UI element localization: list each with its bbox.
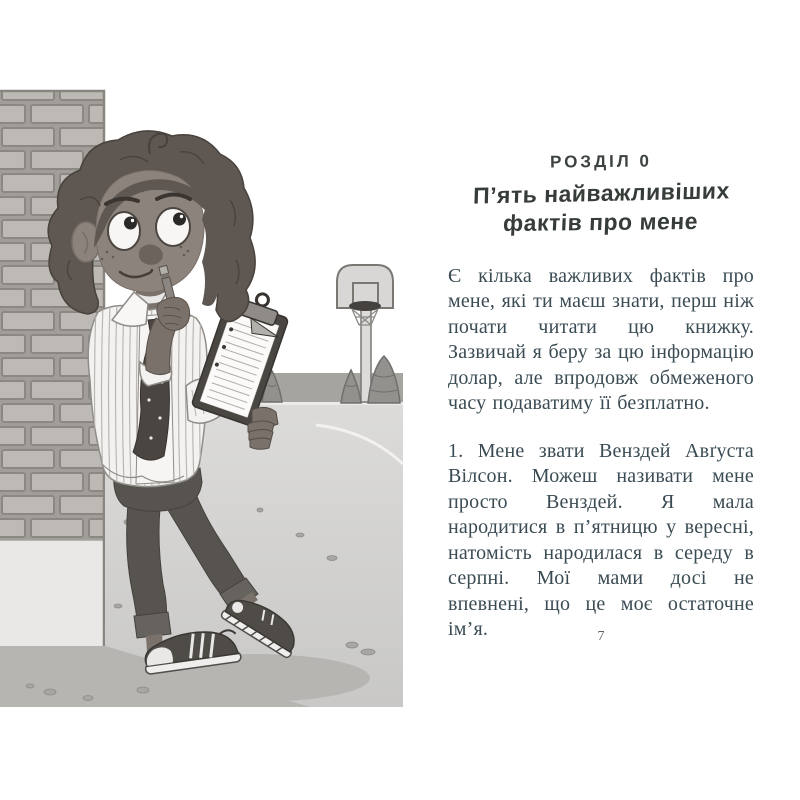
hoop-rim xyxy=(349,301,381,311)
chapter-title xyxy=(447,176,755,241)
chapter-title-line2: фактів про мене xyxy=(502,208,699,237)
paragraph-fact-1: 1. Мене звати Венздей Авґуста Вілсон. Можеш називати мене просто Венздей. Я мала народитися в п’ятницю у вересні, натомість народилася в середу в серпні. Мої мами досі не впевнені, що це моє остаточне ім’я. xyxy=(448,439,754,641)
paragraph-intro: Є кілька важливих фактів про мене, які ти маєш знати, перш ніж почати читати цю книжку. Зазвичай я беру за цю інформацію долар, але впродовж обмеженого часу подаватиму її безплатно. xyxy=(448,264,754,415)
chapter-label: РОЗДІЛ 0 xyxy=(549,151,653,172)
illustration xyxy=(0,80,440,710)
left-eye xyxy=(108,212,140,250)
page-number: 7 xyxy=(597,629,605,644)
bush xyxy=(368,356,400,403)
chapter-title-line1: П’ять найважливіших xyxy=(472,177,731,209)
right-eye xyxy=(156,208,190,246)
text-column xyxy=(448,152,754,643)
wall-base xyxy=(0,540,105,646)
cuff-left xyxy=(134,612,171,638)
